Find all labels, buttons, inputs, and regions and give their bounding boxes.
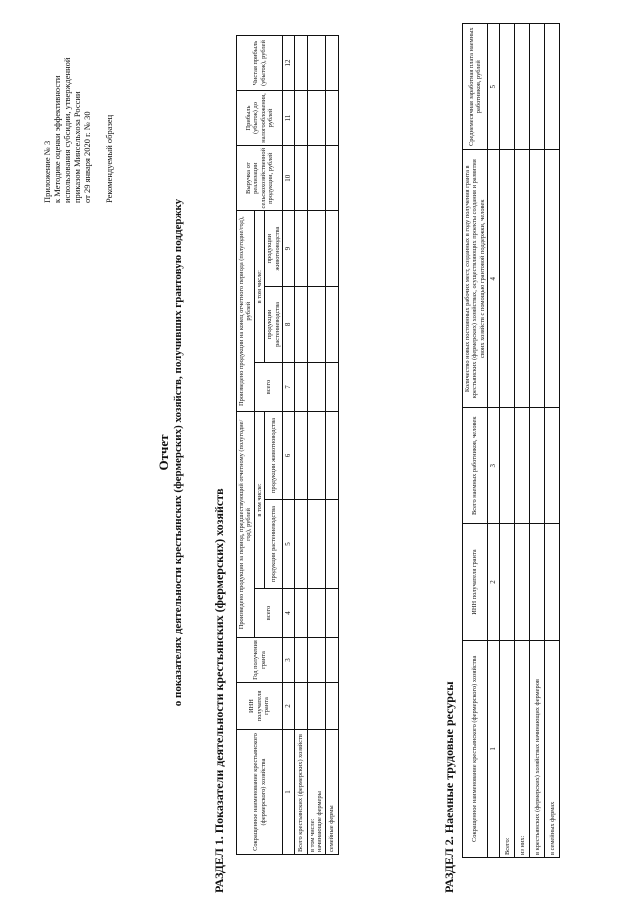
sample-label: Рекомендуемый образец: [104, 114, 114, 203]
header-salary: Среднемесячная заработная плата наемных работников, рублей: [463, 24, 488, 150]
data-cell[interactable]: [308, 36, 326, 91]
column-number: 9: [283, 211, 295, 286]
data-cell[interactable]: [500, 408, 515, 524]
column-number: 7: [283, 363, 295, 412]
data-cell[interactable]: [308, 286, 326, 362]
row-label: семейные фермы: [325, 730, 338, 855]
header-incl: в том числе:: [254, 211, 264, 363]
table-row: [515, 24, 530, 858]
column-number: 6: [283, 412, 295, 500]
data-cell[interactable]: [295, 638, 308, 683]
data-cell[interactable]: [515, 150, 530, 408]
appendix-line: приказом Минсельхоза России: [72, 91, 82, 203]
table-row: [308, 36, 326, 855]
report-subtitle: о показателях деятельности крестьянских (фермерских) хозяйств, получивших грантовую поддержку: [172, 198, 184, 707]
appendix-line: использования субсидии, утвержденной: [62, 57, 72, 203]
row-label: в крестьянских (фермерских) хозяйствах начинающих фермеров: [530, 640, 545, 857]
row-label: Всего крестьянских (фермерских) хозяйств: [295, 730, 308, 855]
table-row: [325, 36, 338, 855]
data-cell[interactable]: [545, 24, 560, 150]
header-new-jobs: Количество новых постоянных рабочих мест, созданных в году получения гранта в крестьянских (фермерских) хозяйствах, осуществляющих проекты создания и развития своих хозяйств с помощью грантовой поддержки, человек: [463, 150, 488, 408]
data-cell[interactable]: [308, 638, 326, 683]
data-cell[interactable]: [295, 146, 308, 211]
data-cell[interactable]: [515, 408, 530, 524]
data-cell[interactable]: [325, 146, 338, 211]
header-crop: продукции растениеводства: [265, 500, 283, 589]
data-cell[interactable]: [500, 150, 515, 408]
header-incl: в том числе:: [254, 412, 264, 589]
data-cell[interactable]: [545, 150, 560, 408]
row-label: из них:: [515, 640, 530, 857]
data-cell[interactable]: [325, 500, 338, 589]
column-number: 2: [283, 683, 295, 730]
data-cell[interactable]: [325, 638, 338, 683]
column-number: 10: [283, 146, 295, 211]
header-crop: продукции растениеводства: [265, 286, 283, 362]
data-cell[interactable]: [295, 91, 308, 146]
table-row: [530, 24, 545, 858]
column-number: 1: [488, 640, 500, 857]
data-cell[interactable]: [325, 683, 338, 730]
data-cell[interactable]: [295, 363, 308, 412]
header-profit-before-tax: Прибыль (убыток) до налогообложения, рублей: [237, 91, 283, 146]
data-cell[interactable]: [325, 363, 338, 412]
section2-table: [462, 23, 560, 858]
header-total: всего: [254, 589, 282, 638]
data-cell[interactable]: [515, 24, 530, 150]
data-cell[interactable]: [325, 211, 338, 286]
column-number: 1: [283, 730, 295, 855]
column-number: 4: [283, 589, 295, 638]
data-cell[interactable]: [295, 589, 308, 638]
data-cell[interactable]: [295, 211, 308, 286]
appendix-line: к Методике оценки эффективности: [52, 75, 62, 203]
table-row: [500, 24, 515, 858]
header-produced-prev: Произведено продукции за период, предшествующий отчетному (полугодие/год), рублей: [237, 412, 255, 638]
header-name: Сокращенное наименование крестьянского (фермерского) хозяйства: [463, 640, 488, 857]
data-cell[interactable]: [308, 91, 326, 146]
data-cell[interactable]: [308, 363, 326, 412]
header-employees: Всего наемных работников, человек: [463, 408, 488, 524]
data-cell[interactable]: [308, 211, 326, 286]
section1-table: [236, 35, 339, 855]
data-cell[interactable]: [295, 36, 308, 91]
appendix-line: от 29 января 2020 г. № 30: [82, 111, 92, 203]
data-cell[interactable]: [295, 286, 308, 362]
data-cell[interactable]: [295, 500, 308, 589]
column-number: 8: [283, 286, 295, 362]
header-inn: ИНН получателя гранта: [237, 683, 283, 730]
data-cell[interactable]: [325, 286, 338, 362]
section2-heading: РАЗДЕЛ 2. Наемные трудовые ресурсы: [442, 681, 456, 893]
table-row: [545, 24, 560, 858]
header-total: всего: [254, 363, 282, 412]
appendix-line: Приложение № 3: [42, 140, 52, 203]
data-cell[interactable]: [325, 589, 338, 638]
column-number: 12: [283, 36, 295, 91]
data-cell[interactable]: [308, 589, 326, 638]
row-label: в семейных фермах: [545, 640, 560, 857]
column-number: 2: [488, 524, 500, 640]
header-name: Сокращенное наименование крестьянского (фермерского) хозяйства: [237, 730, 283, 855]
column-number: 11: [283, 91, 295, 146]
data-cell[interactable]: [308, 146, 326, 211]
column-number: 5: [488, 24, 500, 150]
header-livestock: продукции животноводства: [265, 412, 283, 500]
row-label-beginners: начинающие фермеры: [316, 791, 324, 852]
header-produced-end: Произведено продукции на конец отчетного периода (полугодие/год), рублей: [237, 211, 255, 412]
table-row: [295, 36, 308, 855]
data-cell[interactable]: [295, 683, 308, 730]
data-cell[interactable]: [308, 412, 326, 500]
header-revenue: Выручка от реализации сельскохозяйственной продукции, рублей: [237, 146, 283, 211]
data-cell[interactable]: [530, 150, 545, 408]
data-cell[interactable]: [325, 36, 338, 91]
data-cell[interactable]: [545, 408, 560, 524]
row-label-incl: в том числе:: [309, 818, 317, 852]
data-cell[interactable]: [530, 24, 545, 150]
data-cell[interactable]: [325, 412, 338, 500]
header-livestock: продукции животноводства: [265, 211, 283, 286]
row-label: Всего:: [500, 640, 515, 857]
data-cell[interactable]: [515, 524, 530, 640]
data-cell[interactable]: [308, 683, 326, 730]
header-inn: ИНН получателя гранта: [463, 524, 488, 640]
column-number: 5: [283, 500, 295, 589]
appendix-note: [42, 3, 114, 203]
section1-heading: РАЗДЕЛ 1. Показатели деятельности крестьянских (фермерских) хозяйств: [212, 488, 226, 893]
data-cell[interactable]: [545, 524, 560, 640]
data-cell[interactable]: [530, 524, 545, 640]
header-year: Год получения гранта: [237, 638, 283, 683]
column-number: 3: [283, 638, 295, 683]
column-number: 3: [488, 408, 500, 524]
data-cell[interactable]: [500, 24, 515, 150]
header-net-profit: Чистая прибыль (убыток), рублей: [237, 36, 283, 91]
data-cell[interactable]: [530, 408, 545, 524]
row-label: [308, 730, 326, 855]
data-cell[interactable]: [500, 524, 515, 640]
column-number: 4: [488, 150, 500, 408]
data-cell[interactable]: [295, 412, 308, 500]
report-title: Отчет: [156, 434, 171, 471]
data-cell[interactable]: [308, 500, 326, 589]
data-cell[interactable]: [325, 91, 338, 146]
